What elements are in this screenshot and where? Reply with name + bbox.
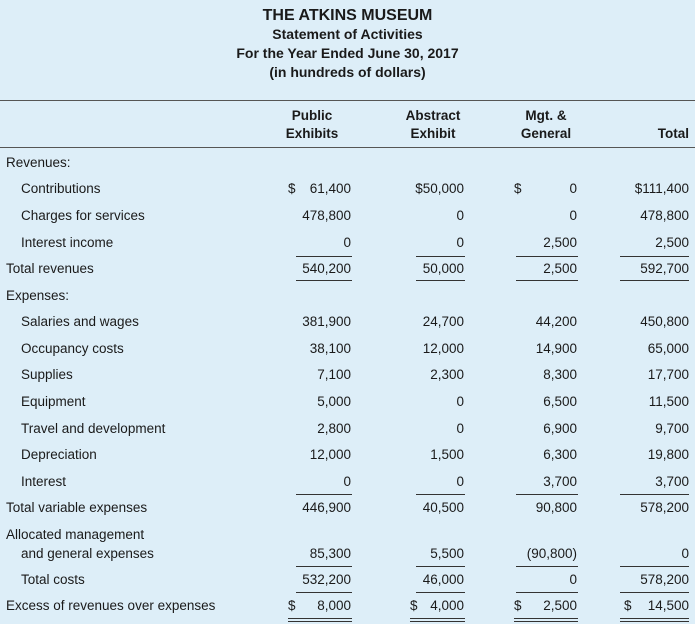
cell-public: 2,800 [317,421,351,436]
cell-mgt: 6,300 [543,447,577,462]
row-label: Contributions [21,181,101,196]
total-underline [516,280,578,281]
cell-abstract: 5,500 [430,546,464,561]
table-row [0,442,695,468]
cell-public: 381,900 [302,314,351,329]
dollar-sign: $ [288,598,296,613]
cell-total: 450,800 [640,314,689,329]
table-row [0,309,695,335]
cell-total: 11,500 [648,394,689,409]
cell-total: 592,700 [640,261,689,276]
cell-total: 2,500 [655,235,689,250]
cell-public: 446,900 [302,500,351,515]
expenses-heading-row [0,283,695,309]
cell-abstract: 40,500 [422,500,464,515]
row-label: Salaries and wages [21,314,139,329]
row-label: Interest income [21,235,114,250]
cell-mgt: 8,300 [543,367,577,382]
table-row [0,230,695,256]
table-row-allocated [0,522,695,568]
row-label: Occupancy costs [21,341,124,356]
col-header-line: Exhibits [285,126,339,141]
cell-total: 478,800 [640,208,689,223]
cell-abstract: 0 [456,394,464,409]
statement-title-block [0,6,695,82]
table-row [0,416,695,442]
cell-mgt: 6,900 [543,421,577,436]
cell-mgt: 2,500 [543,235,577,250]
section-heading: Revenues: [6,155,71,170]
cell-public: 532,200 [302,572,351,587]
cell-abstract: 0 [456,235,464,250]
double-underline [410,618,465,622]
cell-public: 0 [343,474,351,489]
cell-public: 12,000 [309,447,351,462]
cell-mgt: 6,500 [543,394,577,409]
table-row [0,469,695,495]
cell-mgt: 44,200 [535,314,577,329]
dollar-sign: $ [288,181,296,196]
total-row [0,567,695,593]
table-row [0,176,695,202]
cell-mgt: 0 [569,572,577,587]
total-row [0,256,695,282]
cell-public: 8,000 [317,598,351,613]
row-label: Allocated management [6,527,145,542]
cell-total: 578,200 [640,500,689,515]
cell-abstract: 0 [456,421,464,436]
row-label: and general expenses [21,546,154,561]
cell-abstract: 24,700 [422,314,464,329]
double-underline [620,618,689,622]
row-label: Depreciation [21,447,97,462]
statement-name: Statement of Activities [272,26,423,42]
cell-public: 85,300 [309,546,351,561]
col-header-line: Mgt. & [525,108,567,123]
cell-public: 0 [343,235,351,250]
cell-mgt: 90,800 [535,500,577,515]
total-underline [296,280,352,281]
col-header-line: Total [657,126,689,141]
cell-public: 61,400 [309,181,351,196]
dollar-sign: $ [514,598,522,613]
revenues-heading-row [0,150,695,176]
cell-abstract: 0 [456,474,464,489]
cell-total: 65,000 [647,341,689,356]
cell-abstract: 4,000 [430,598,464,613]
double-underline [288,618,352,622]
row-label: Excess of revenues over expenses [6,598,216,613]
cell-abstract: 46,000 [422,572,464,587]
cell-public: 7,100 [317,367,351,382]
cell-mgt: 2,500 [543,598,577,613]
cell-public: 38,100 [309,341,351,356]
header-rule [0,147,695,148]
cell-mgt: 3,700 [543,474,577,489]
col-header-mgt-general [506,107,586,143]
cell-public: 540,200 [302,261,351,276]
cell-total: 9,700 [655,421,689,436]
cell-abstract: 12,000 [422,341,464,356]
section-heading: Expenses: [6,288,70,303]
total-underline [620,280,689,281]
col-header-abstract-exhibit [393,107,473,143]
cell-total: 19,800 [647,447,689,462]
dollar-sign: $ [624,598,632,613]
table-row [0,362,695,388]
cell-abstract: 1,500 [430,447,464,462]
cell-total: 0 [681,546,689,561]
row-label: Total revenues [6,261,94,276]
cell-abstract: $50,000 [415,181,464,196]
cell-total: $111,400 [634,181,689,196]
total-row [0,495,695,521]
col-header-line: Exhibit [410,126,456,141]
statement-period: For the Year Ended June 30, 2017 [236,45,459,61]
col-header-public-exhibits [272,107,352,143]
cell-mgt: (90,800) [526,546,577,561]
top-rule [0,100,695,101]
row-label: Total variable expenses [6,500,148,515]
cell-mgt: 14,900 [535,341,577,356]
org-name: THE ATKINS MUSEUM [262,7,433,24]
cell-abstract: 2,300 [430,367,464,382]
dollar-sign: $ [410,598,418,613]
row-label: Charges for services [21,208,145,223]
cell-mgt: 0 [569,208,577,223]
grand-total-row [0,593,695,619]
double-underline [514,618,578,622]
col-header-total [658,125,689,143]
row-label: Travel and development [21,421,166,436]
cell-abstract: 50,000 [422,261,464,276]
row-label: Supplies [21,367,73,382]
row-label: Interest [21,474,67,489]
cell-total: 17,700 [647,367,689,382]
row-label: Total costs [21,572,85,587]
cell-total: 3,700 [655,474,689,489]
table-row [0,203,695,229]
table-row [0,336,695,362]
statement-units: (in hundreds of dollars) [269,64,426,80]
cell-mgt: 0 [569,181,577,196]
cell-abstract: 0 [456,208,464,223]
cell-total: 14,500 [647,598,689,613]
row-label: Equipment [21,394,86,409]
table-row [0,389,695,415]
cell-mgt: 2,500 [543,261,577,276]
col-header-line: Abstract [405,108,461,123]
cell-public: 478,800 [302,208,351,223]
cell-public: 5,000 [317,394,351,409]
col-header-line: General [520,126,572,141]
total-underline [416,280,465,281]
col-header-line: Public [291,108,333,123]
dollar-sign: $ [514,181,522,196]
cell-total: 578,200 [640,572,689,587]
